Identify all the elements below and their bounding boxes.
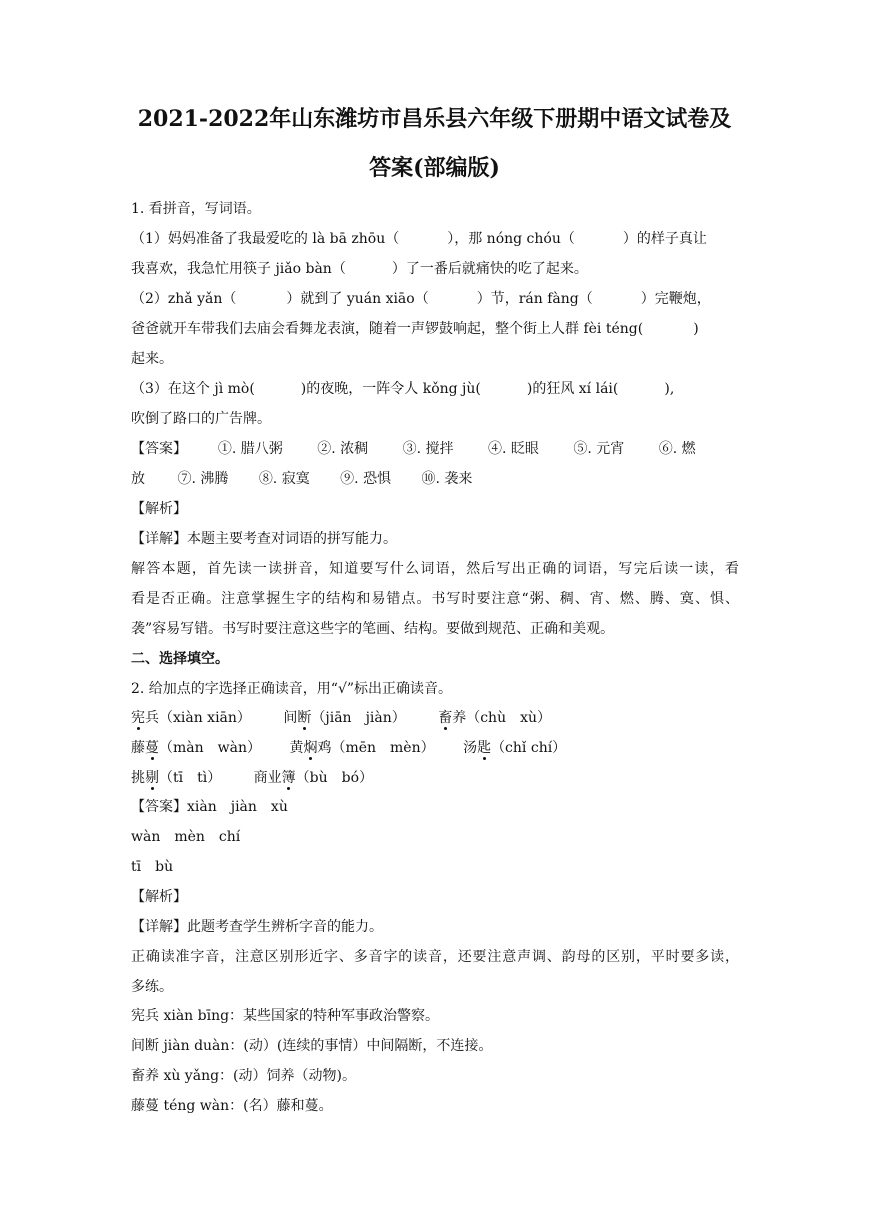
answer-label: 【答案】 bbox=[131, 441, 187, 457]
text: ），那 nóng chóu（ bbox=[447, 231, 575, 247]
question-1-part-1-line-2 bbox=[131, 259, 739, 279]
document-title-line-1: 2021-2022年山东潍坊市昌乐县六年级下册期中语文试卷及 bbox=[137, 106, 732, 132]
word-pre: 黄 bbox=[289, 740, 304, 756]
word-pre: 商业 bbox=[253, 770, 282, 786]
question-1-detail: 【详解】本题主要考查对词语的拼写能力。 bbox=[131, 531, 397, 547]
answer-item: ⑥. 燃 bbox=[658, 441, 696, 457]
question-2-row-1 bbox=[131, 708, 739, 728]
question-1-part-3-line-2: 吹倒了路口的广告牌。 bbox=[131, 411, 271, 427]
question-2-answer-line-1 bbox=[131, 797, 739, 817]
text: （1）妈妈准备了我最爱吃的 là bā zhōu（ bbox=[131, 231, 400, 247]
question-1-part-3-line-1 bbox=[131, 379, 739, 399]
dotted-character: 断 bbox=[297, 710, 312, 726]
question-1-answers-line-1 bbox=[131, 439, 739, 459]
dotted-character: 匙 bbox=[477, 740, 492, 756]
question-1-heading: 1. 看拼音，写词语。 bbox=[131, 201, 261, 217]
word-post: （chǐ chí） bbox=[491, 740, 567, 756]
answer-item: ①. 腊八粥 bbox=[217, 441, 283, 457]
section-2-heading: 二、选择填空。 bbox=[131, 651, 229, 667]
word-pre: 挑 bbox=[131, 770, 145, 786]
answer-values: xiàn jiàn xù bbox=[187, 799, 288, 815]
answer-item: ③. 搅拌 bbox=[402, 441, 454, 457]
text: 爸爸就开车带我们去庙会看舞龙表演，随着一声锣鼓响起，整个街上人群 fèi téng( bbox=[131, 321, 644, 337]
word-pre: 汤 bbox=[463, 740, 478, 756]
dotted-character: 畜 bbox=[438, 710, 453, 726]
question-2-heading: 2. 给加点的字选择正确读音，用“√”标出正确读音。 bbox=[131, 681, 453, 697]
text: ）完鞭炮， bbox=[640, 291, 711, 307]
word-post: （tī tì） bbox=[159, 770, 222, 786]
definition-jianduan: 间断 jiàn duàn：(动）(连续的事情）中间隔断，不连接。 bbox=[131, 1038, 493, 1054]
question-2-explanation-line-1: 正确读准字音，注意区别形近字、多音字的读音，还要注意声调、韵母的区别，平时要多读， bbox=[131, 949, 739, 965]
question-1-part-1-line-1 bbox=[131, 229, 739, 249]
question-1-part-2-line-1 bbox=[131, 289, 739, 309]
answer-item: ④. 眨眼 bbox=[487, 441, 539, 457]
text: ) bbox=[693, 321, 699, 337]
text: )的夜晚，一阵令人 kǒng jù( bbox=[300, 381, 481, 397]
text: （2）zhǎ yǎn（ bbox=[131, 291, 237, 307]
question-2-answer-line-3: tī bù bbox=[131, 859, 174, 875]
word-pre: 间 bbox=[283, 710, 298, 726]
text: ), bbox=[664, 381, 675, 397]
definition-xuyang: 畜养 xù yǎng：(动）饲养（动物)。 bbox=[131, 1068, 356, 1084]
definition-xianbing: 宪兵 xiàn bīng：某些国家的特种军事政治警察。 bbox=[131, 1008, 440, 1024]
word-pre: 藤 bbox=[131, 740, 145, 756]
question-2-detail: 【详解】此题考查学生辨析字音的能力。 bbox=[131, 919, 383, 935]
word-post: （jiān jiàn） bbox=[311, 710, 406, 726]
text: ）节，rán fàng（ bbox=[476, 291, 593, 307]
text: ）就到了 yuán xiāo（ bbox=[286, 291, 429, 307]
word-post: （màn wàn） bbox=[159, 740, 261, 756]
dotted-character: 宪 bbox=[131, 710, 145, 726]
question-1-explanation-line-1: 解答本题，首先读一读拼音，知道要写什么词语，然后写出正确的词语，写完后读一读，看 bbox=[131, 561, 739, 577]
answer-item: ⑩. 袭来 bbox=[421, 471, 473, 487]
dotted-character: 焖 bbox=[303, 740, 318, 756]
question-2-row-2 bbox=[131, 738, 739, 758]
question-1-part-2-line-3: 起来。 bbox=[131, 351, 173, 367]
dotted-character: 剔 bbox=[145, 770, 159, 786]
dotted-character: 簿 bbox=[281, 770, 296, 786]
answer-label: 【答案】 bbox=[131, 799, 187, 815]
answer-item-continued: 放 bbox=[131, 471, 145, 487]
answer-item: ⑨. 恐惧 bbox=[340, 471, 392, 487]
question-2-analysis-label: 【解析】 bbox=[131, 889, 187, 905]
question-1-answers-line-2 bbox=[131, 469, 739, 489]
answer-item: ⑦. 沸腾 bbox=[177, 471, 229, 487]
word-post: 兵（xiàn xiān） bbox=[145, 710, 251, 726]
question-2-explanation-line-2: 多练。 bbox=[131, 979, 173, 995]
answer-item: ②. 浓稠 bbox=[317, 441, 369, 457]
text: ）的样子真让 bbox=[622, 231, 707, 247]
question-1-part-2-line-2 bbox=[131, 319, 739, 339]
answer-item: ⑤. 元宵 bbox=[573, 441, 625, 457]
document-title-line-2: 答案(部编版) bbox=[369, 155, 500, 181]
word-post: 鸡（mēn mèn） bbox=[317, 740, 435, 756]
definition-tengwan: 藤蔓 téng wàn：(名）藤和蔓。 bbox=[131, 1098, 333, 1114]
word-post: 养（chù xù） bbox=[452, 710, 552, 726]
question-1-analysis-label: 【解析】 bbox=[131, 501, 187, 517]
word-post: （bù bó） bbox=[295, 770, 374, 786]
answer-item: ⑧. 寂寞 bbox=[258, 471, 310, 487]
text: （3）在这个 jì mò( bbox=[131, 381, 255, 397]
text: 我喜欢，我急忙用筷子 jiǎo bàn（ bbox=[131, 261, 346, 277]
question-2-row-3 bbox=[131, 768, 739, 788]
question-1-explanation-line-2: 看是否正确。注意掌握生字的结构和易错点。书写时要注意“粥、稠、宵、燃、腾、寞、惧、 bbox=[131, 591, 739, 607]
dotted-character: 蔓 bbox=[145, 740, 159, 756]
question-2-answer-line-2: wàn mèn chí bbox=[131, 829, 241, 845]
text: )的狂风 xí lái( bbox=[526, 381, 619, 397]
text: ）了一番后就痛快的吃了起来。 bbox=[391, 261, 588, 277]
question-1-explanation-line-3: 袭”容易写错。书写时要注意这些字的笔画、结构。要做到规范、正确和美观。 bbox=[131, 621, 615, 637]
